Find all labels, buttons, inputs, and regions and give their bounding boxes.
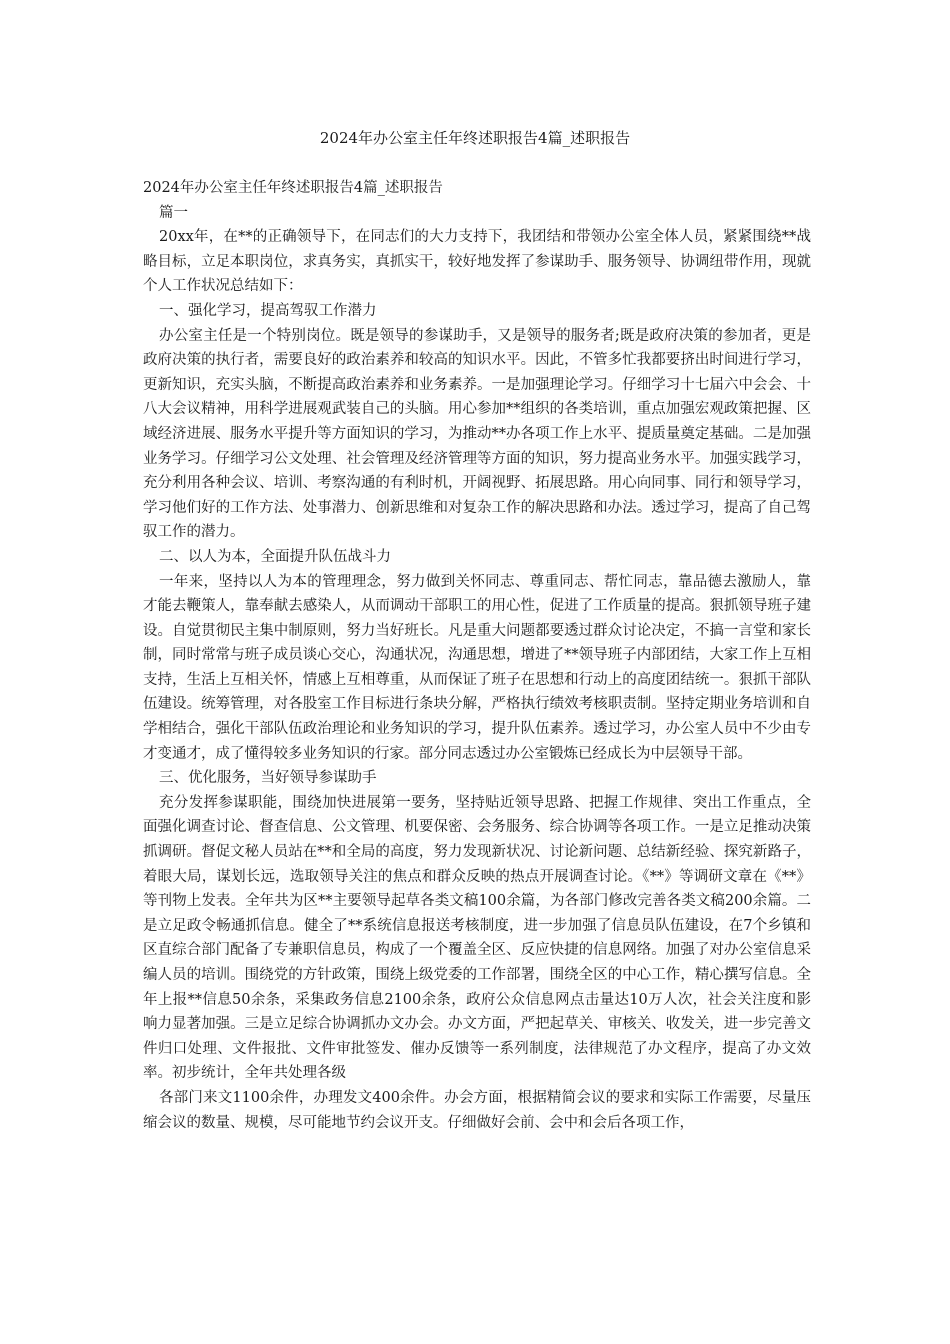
section-heading: 一、强化学习，提高驾驭工作潜力	[159, 302, 377, 319]
section-heading: 三、优化服务，当好领导参谋助手	[159, 770, 377, 787]
section-heading: 二、以人为本，全面提升队伍战斗力	[159, 548, 391, 565]
document-heading: 2024年办公室主任年终述职报告4篇_述职报告	[143, 180, 443, 196]
section-paragraph: 办公室主任是一个特别岗位。既是领导的参谋助手，又是领导的服务者;既是政府决策的参加者，更是政府决策的执行者，需要良好的政治素养和较高的知识水平。因此，不管多忙我都要挤出时间进行学习，更新知识，充实头脑，不断提高政治素养和业务素养。一是加强理论学习。仔细学习十七届六中会会、十八大会议精神，用科学进展观武装自己的头脑。用心参加**组织的各类培训，重点加强宏观政策把握、区域经济进展、服务水平提升等方面知识的学习，为推动**办各项工作上水平、提质量奠定基础。二是加强业务学习。仔细学习公文处理、社会管理及经济管理等方面的知识，努力提高业务水平。加强实践学习，充分利用各种会议、培训、考察沟通的有利时机，开阔视野、拓展思路。用心向同事、同行和领导学习，学习他们好的工作方法、处事潜力、创新思维和对复杂工作的解决思路和办法。透过学习，提高了自己驾驭工作的潜力。	[143, 327, 811, 541]
part-label: 篇一	[159, 204, 188, 221]
section-paragraph: 一年来，坚持以人为本的管理理念，努力做到关怀同志、尊重同志、帮忙同志，靠品德去激励人，靠才能去鞭策人，靠奉献去感染人，从而调动干部职工的用心性，促进了工作质量的提高。狠抓领导班子建设。自觉贯彻民主集中制原则，努力当好班长。凡是重大问题都要透过群众讨论决定，不搞一言堂和家长制，同时常常与班子成员谈心交心，沟通状况，沟通思想，增进了**领导班子内部团结，大家工作上互相支持，生活上互相关怀，情感上互相尊重，从而保证了班子在思想和行动上的高度团结统一。狠抓干部队伍建设。统筹管理，对各股室工作目标进行条块分解，严格执行绩效考核职责制。坚持定期业务培训和自学相结合，强化干部队伍政治理论和业务知识的学习，提升队伍素养。透过学习，办公室人员中不少由专才变通才，成了懂得较多业务知识的行家。部分同志透过办公室锻炼已经成长为中层领导干部。	[143, 573, 811, 762]
intro-paragraph: 20xx年，在**的正确领导下，在同志们的大力支持下，我团结和带领办公室全体人员，紧紧围绕**战略目标，立足本职岗位，求真务实，真抓实干，较好地发挥了参谋助手、服务领导、协调纽带作用，现就个人工作状况总结如下：	[143, 229, 811, 295]
document-body	[143, 176, 811, 1135]
section-paragraph: 充分发挥参谋职能，围绕加快进展第一要务，坚持贴近领导思路、把握工作规律、突出工作重点，全面强化调查讨论、督查信息、公文管理、机要保密、会务服务、综合协调等各项工作。一是立足推动决策抓调研。督促文秘人员站在**和全局的高度，努力发现新状况、讨论新问题、总结新经验、探究新路子，着眼大局，谋划长远，选取领导关注的焦点和群众反映的热点开展调查讨论。《**》等调研文章在《**》等刊物上发表。全年共为区**主要领导起草各类文稿100余篇，为各部门修改完善各类文稿200余篇。二是立足政令畅通抓信息。健全了**系统信息报送考核制度，进一步加强了信息员队伍建设，在7个乡镇和区直综合部门配备了专兼职信息员，构成了一个覆盖全区、反应快捷的信息网络。加强了对办公室信息采编人员的培训。围绕党的方针政策，围绕上级党委的工作部署，围绕全区的中心工作，精心撰写信息。全年上报**信息50余条，采集政务信息2100余条，政府公众信息网点击量达10万人次，社会关注度和影响力显著加强。三是立足综合协调抓办文办会。办文方面，严把起草关、审核关、收发关，进一步完善文件归口处理、文件报批、文件审批签发、催办反馈等一系列制度，法律规范了办文程序，提高了办文效率。初步统计，全年共处理各级	[143, 794, 811, 1082]
page-title: 2024年办公室主任年终述职报告4篇_述职报告	[319, 129, 631, 147]
section-paragraph: 各部门来文1100余件，办理发文400余件。办会方面，根据精简会议的要求和实际工作需要，尽量压缩会议的数量、规模，尽可能地节约会议开支。仔细做好会前、会中和会后各项工作，	[143, 1089, 811, 1131]
